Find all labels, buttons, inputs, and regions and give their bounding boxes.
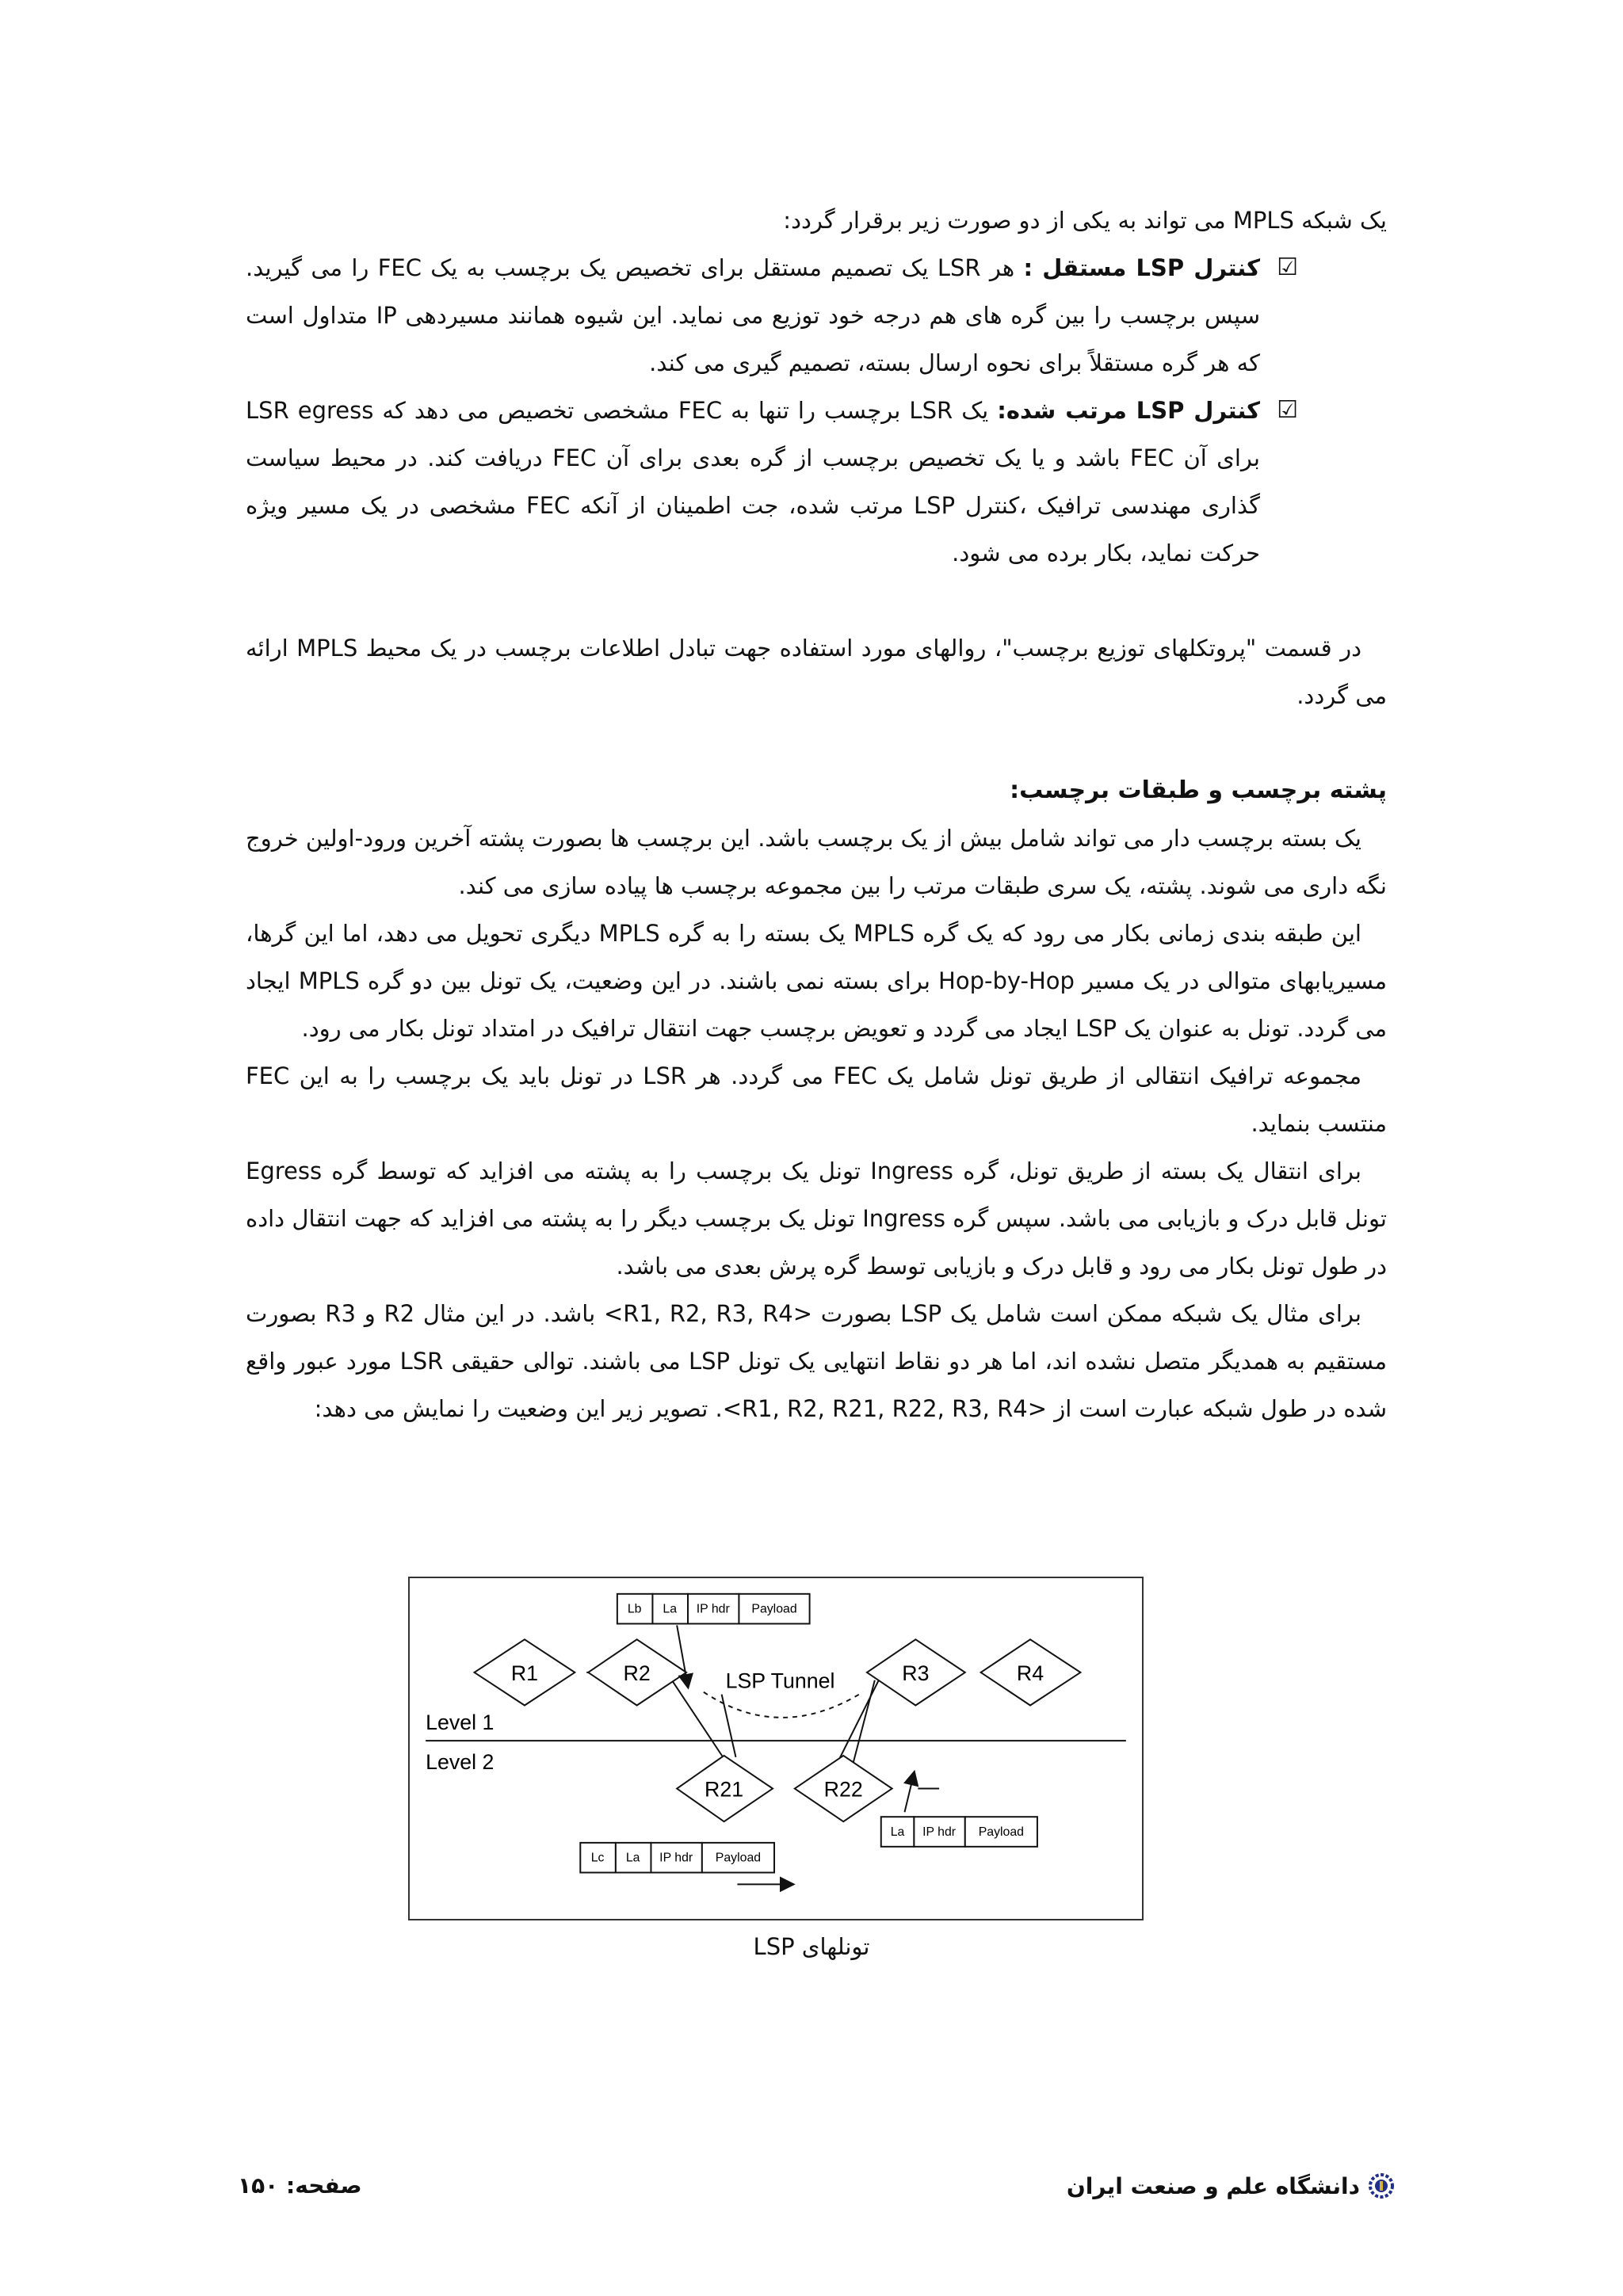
node-r3 [867,1639,965,1705]
node-r1 [475,1639,575,1705]
svg-text:R21: R21 [705,1777,744,1802]
label-stack-bottom [580,1843,774,1873]
svg-text:R2: R2 [623,1661,651,1685]
label-stack-right [881,1817,1037,1847]
section-heading: پشته برچسب و طبقات برچسب: [1010,776,1387,804]
svg-text:Lb: Lb [627,1602,642,1616]
university-name-block [1067,2172,1395,2199]
node-r21 [677,1756,773,1821]
page-number: صفحه: ۱۵۰ [238,2172,362,2199]
protocols-paragraph: در قسمت "پروتکلهای توزیع برچسب"، روالهای مورد استفاده جهت تبادل اطلاعات برچسب در یک محیط MPLS ارائه می گردد. [246,635,1387,709]
svg-text:IP hdr: IP hdr [659,1851,693,1865]
paragraph: این طبقه بندی زمانی بکار می رود که یک گره MPLS یک بسته را به گره MPLS دیگری تحویل می دهد، اما این گرها، مسیریابهای متوالی در یک مسیر Hop-by-Hop برای بسته نمی باشند. در این وضعیت، یک تونل بین دو گره MPLS ایجاد می گردد. تونل به عنوان یک LSP ایجاد می گردد و تعویض برچسب جهت انتقال ترافیک در امتداد تونل بکار می رود. [246,920,1387,1042]
svg-text:IP hdr: IP hdr [696,1602,730,1616]
svg-text:Lc: Lc [590,1851,605,1865]
svg-text:R4: R4 [1016,1661,1044,1685]
level1-label: Level 1 [426,1711,495,1735]
bullet-independent-control [246,244,1387,387]
svg-text:Payload: Payload [715,1851,762,1865]
lsp-tunnel-diagram [408,1577,1144,1920]
university-logo-icon [1368,2172,1395,2199]
intro-paragraph: یک شبکه MPLS می تواند به یکی از دو صورت زیر برقرار گردد: [783,207,1387,234]
node-r2 [588,1639,686,1705]
paragraph: یک بسته برچسب دار می تواند شامل بیش از یک برچسب باشد. این برچسب ها بصورت پشته آخرین ورود-اولین خروج نگه داری می شوند. پشته، یک سری طبقات مرتب را بین مجموعه برچسب ها پیاده سازی می کند. [246,825,1387,899]
body-text [246,196,1387,1432]
university-name: دانشگاه علم و صنعت ایران [1066,2172,1360,2199]
svg-text:R3: R3 [902,1661,930,1685]
svg-text:R1: R1 [510,1661,539,1685]
label-stack-top [617,1594,810,1624]
bullet-text: هر LSR یک تصمیم مستقل برای تخصیص یک برچسب به یک FEC را می گیرید. سپس برچسب را بین گره های هم درجه خود توزیع می نماید. این شیوه همانند مسیردهی IP متداول است که هر گره مستقلاً برای نحوه ارسال بسته، تصمیم گیری می کند. [246,254,1260,376]
svg-text:Payload: Payload [751,1602,797,1616]
node-r4 [981,1639,1081,1705]
page-footer [238,2172,1395,2204]
checkbox-icon: ☑ [1277,254,1298,281]
paragraph: برای مثال یک شبکه ممکن است شامل یک LSP بصورت <R1, R2, R3, R4> باشد. در این مثال R2 و R3 بصورت مستقیم به همدیگر متصل نشده اند، اما هر دو نقاط انتهایی یک تونل LSP می باشند. توالی حقیقی LSR مورد عبور واقع شده در طول شبکه عبارت است از <R1, R2, R21, R22, R3, R4>. تصویر زیر این وضعیت را نمایش می دهد: [246,1300,1387,1422]
lsp-tunnel-arc [704,1692,863,1718]
bullet-text: یک LSR برچسب را تنها به FEC مشخصی تخصیص می دهد که LSR egress برای آن FEC باشد و یا یک تخصیص برچسب از گره بعدی برای آن FEC دریافت کند. در محیط سیاست گذاری مهندسی ترافیک ،کنترل LSP مرتب شده، جت اطمینان از آنکه FEC مشخصی در یک مسیر ویژه حرکت نماید، بکار برده می شود. [246,397,1260,566]
svg-text:IP hdr: IP hdr [922,1825,957,1839]
level2-label: Level 2 [426,1749,495,1774]
figure-caption: تونلهای LSP [753,1933,870,1960]
tunnel-label: LSP Tunnel [725,1669,835,1693]
bullet-title: کنترل LSP مرتب شده: [997,397,1261,424]
checkbox-icon: ☑ [1277,396,1298,424]
svg-text:La: La [663,1602,678,1616]
svg-text:Payload: Payload [978,1825,1024,1839]
node-r22 [795,1756,892,1821]
bullet-ordered-control [246,387,1387,577]
bullet-title: کنترل LSP مستقل : [1023,254,1260,281]
svg-text:La: La [890,1825,905,1839]
svg-text:R22: R22 [823,1777,863,1802]
paragraph: برای انتقال یک بسته از طریق تونل، گره Ingress تونل یک برچسب را به پشته می افزاید که توسط گره Egress تونل قابل درک و بازیابی می باشد. سپس گره Ingress تونل یک برچسب دیگر را به پشته می افزاید که جهت انتقال داده در طول تونل بکار می رود و قابل درک و بازیابی توسط گره پرش بعدی می باشد. [246,1158,1387,1280]
paragraph: مجموعه ترافیک انتقالی از طریق تونل شامل یک FEC می گردد. هر LSR در تونل باید یک برچسب را به این FEC منتسب بنماید. [246,1062,1387,1137]
svg-text:La: La [625,1851,640,1865]
